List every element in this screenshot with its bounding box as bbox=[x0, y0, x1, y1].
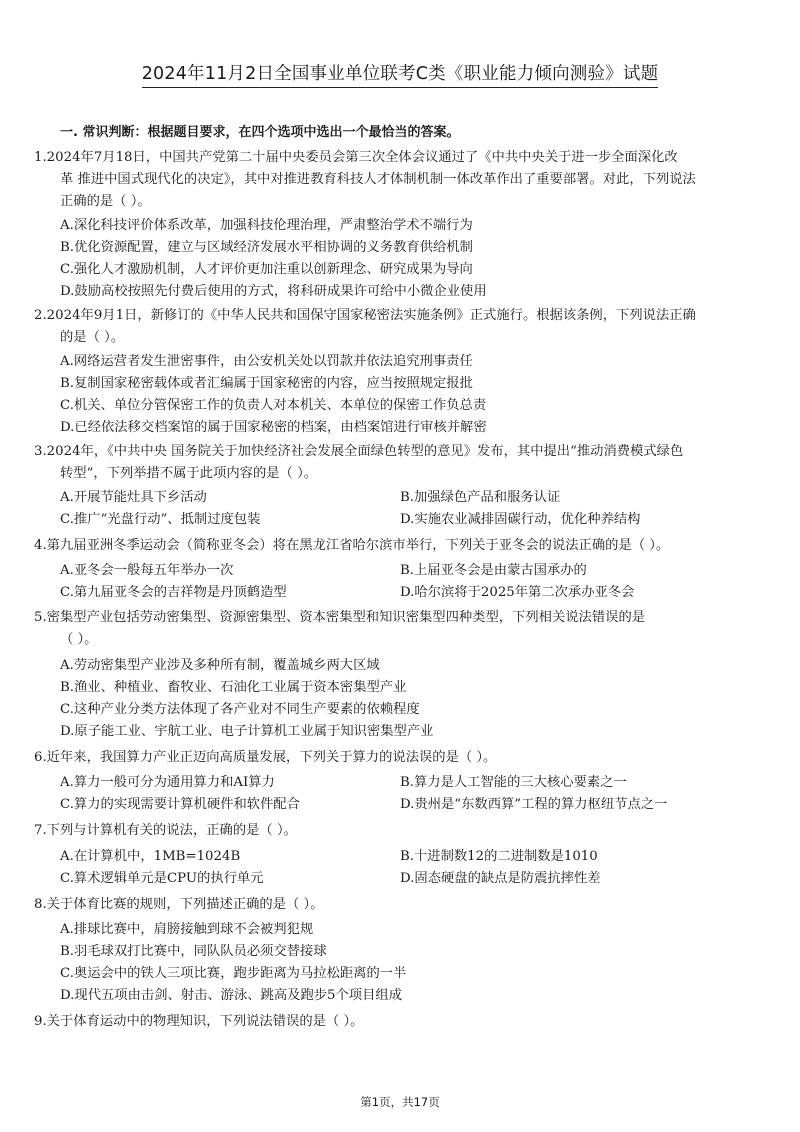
q5-option-a: A.劳动密集型产业涉及多种所有制，覆盖城乡两大区域 bbox=[60, 658, 380, 673]
q2-option-b: B.复制国家秘密载体或者汇编属于国家秘密的内容，应当按照规定报批 bbox=[60, 376, 473, 391]
q3-option-b: B.加强绿色产品和服务认证 bbox=[400, 490, 561, 505]
q7-option-c: C.算术逻辑单元是CPU的执行单元 bbox=[60, 871, 264, 886]
section-header: 一. 常识判断：根据题目要求，在四个选项中选出一个最恰当的答案。 bbox=[60, 125, 460, 140]
q4-stem-line-1: 4.第九届亚洲冬季运动会（简称亚冬会）将在黑龙江省哈尔滨市举行，下列关于亚冬会的说法正确的是（ ）。 bbox=[34, 538, 670, 553]
q8-option-a: A.排球比赛中，肩膀接触到球不会被判犯规 bbox=[60, 922, 314, 937]
page-footer: 第1页，共17页 bbox=[360, 1095, 440, 1109]
q1-option-a: A.深化科技评价体系改革，加强科技伦理治理，严肃整治学术不端行为 bbox=[60, 218, 473, 233]
q5-option-b: B.渔业、种植业、畜牧业、石油化工业属于资本密集型产业 bbox=[60, 680, 407, 695]
q3-option-d: D.实施农业减排固碳行动，优化种养结构 bbox=[400, 512, 641, 527]
q3-stem-line-1: 3.2024年，《中共中央 国务院关于加快经济社会发展全面绿色转型的意见》发布，其中提出“推动消费模式绿色 bbox=[34, 444, 684, 459]
q5-stem-line-1: 5.密集型产业包括劳动密集型、资源密集型、资本密集型和知识密集型四种类型，下列相关说法错误的是 bbox=[34, 610, 646, 625]
q7-option-a: A.在计算机中，1MB=1024B bbox=[60, 849, 241, 864]
q1-option-c: C.强化人才激励机制，人才评价更加注重以创新理念、研究成果为导向 bbox=[60, 262, 473, 277]
q5-stem-line-2: （ ）。 bbox=[60, 632, 98, 647]
q7-option-b: B.十进制数12的二进制数是1010 bbox=[400, 849, 598, 864]
q8-option-c: C.奥运会中的铁人三项比赛，跑步距离为马拉松距离的一半 bbox=[60, 966, 407, 981]
q4-option-b: B.上届亚冬会是由蒙古国承办的 bbox=[400, 563, 587, 578]
q7-option-d: D.固态硬盘的缺点是防震抗摔性差 bbox=[400, 871, 601, 886]
q2-option-d: D.已经依法移交档案馆的属于国家秘密的档案，由档案馆进行审核并解密 bbox=[60, 420, 487, 435]
q3-option-a: A.开展节能灶具下乡活动 bbox=[60, 490, 207, 505]
q3-option-c: C.推广“光盘行动”、抵制过度包装 bbox=[60, 512, 261, 527]
q2-stem-line-1: 2.2024年9月1日，新修订的《中华人民共和国保守国家秘密法实施条例》正式施行。根据该条例，下列说法正确 bbox=[34, 308, 696, 323]
q7-stem-line-1: 7.下列与计算机有关的说法，正确的是（ ）。 bbox=[34, 823, 297, 838]
q1-stem-line-1: 1.2024年7月18日，中国共产党第二十届中央委员会第三次全体会议通过了《中共中央关于进一步全面深化改 bbox=[34, 150, 678, 165]
q1-stem-line-3: 正确的是（ ）。 bbox=[60, 194, 151, 209]
q4-option-a: A.亚冬会一般每五年举办一次 bbox=[60, 563, 234, 578]
q6-option-b: B.算力是人工智能的三大核心要素之一 bbox=[400, 775, 627, 790]
q6-option-a: A.算力一般可分为通用算力和AI算力 bbox=[60, 775, 275, 790]
q5-option-d: D.原子能工业、宇航工业、电子计算机工业属于知识密集型产业 bbox=[60, 724, 434, 739]
q2-option-c: C.机关、单位分管保密工作的负责人对本机关、本单位的保密工作负总责 bbox=[60, 398, 487, 413]
q4-option-d: D.哈尔滨将于2025年第二次承办亚冬会 bbox=[400, 585, 635, 600]
q9-stem-line-1: 9.关于体育运动中的物理知识，下列说法错误的是（ ）。 bbox=[34, 1014, 364, 1029]
document-title bbox=[0, 60, 800, 85]
q2-stem-line-2: 的是（ ）。 bbox=[60, 330, 125, 345]
q6-option-c: C.算力的实现需要计算机硬件和软件配合 bbox=[60, 797, 300, 812]
q2-option-a: A.网络运营者发生泄密事件，由公安机关处以罚款并依法追究刑事责任 bbox=[60, 354, 473, 369]
title-text: 2024年11月2日全国事业单位联考C类《职业能力倾向测验》试题 bbox=[142, 64, 659, 88]
q8-option-d: D.现代五项由击剑、射击、游泳、跳高及跑步5个项目组成 bbox=[60, 988, 402, 1003]
q1-option-b: B.优化资源配置，建立与区域经济发展水平相协调的义务教育供给机制 bbox=[60, 240, 473, 255]
q6-stem-line-1: 6.近年来，我国算力产业正迈向高质量发展，下列关于算力的说法误的是（ ）。 bbox=[34, 750, 497, 765]
q3-stem-line-2: 转型”，下列举措不属于此项内容的是（ ）。 bbox=[60, 466, 318, 481]
q1-option-d: D.鼓励高校按照先付费后使用的方式，将科研成果许可给中小微企业使用 bbox=[60, 284, 487, 299]
q6-option-d: D.贵州是“东数西算”工程的算力枢纽节点之一 bbox=[400, 797, 668, 812]
q4-option-c: C.第九届亚冬会的吉祥物是丹顶鹤造型 bbox=[60, 585, 287, 600]
q5-option-c: C.这种产业分类方法体现了各产业对不同生产要素的依赖程度 bbox=[60, 702, 420, 717]
q8-option-b: B.羽毛球双打比赛中，同队队员必须交替接球 bbox=[60, 944, 327, 959]
q8-stem-line-1: 8.关于体育比赛的规则，下列描述正确的是（ ）。 bbox=[34, 897, 324, 912]
q1-stem-line-2: 革 推进中国式现代化的决定》，其中对推进教育科技人才体制机制一体改革作出了重要部署。对此，下列说法 bbox=[60, 172, 696, 187]
